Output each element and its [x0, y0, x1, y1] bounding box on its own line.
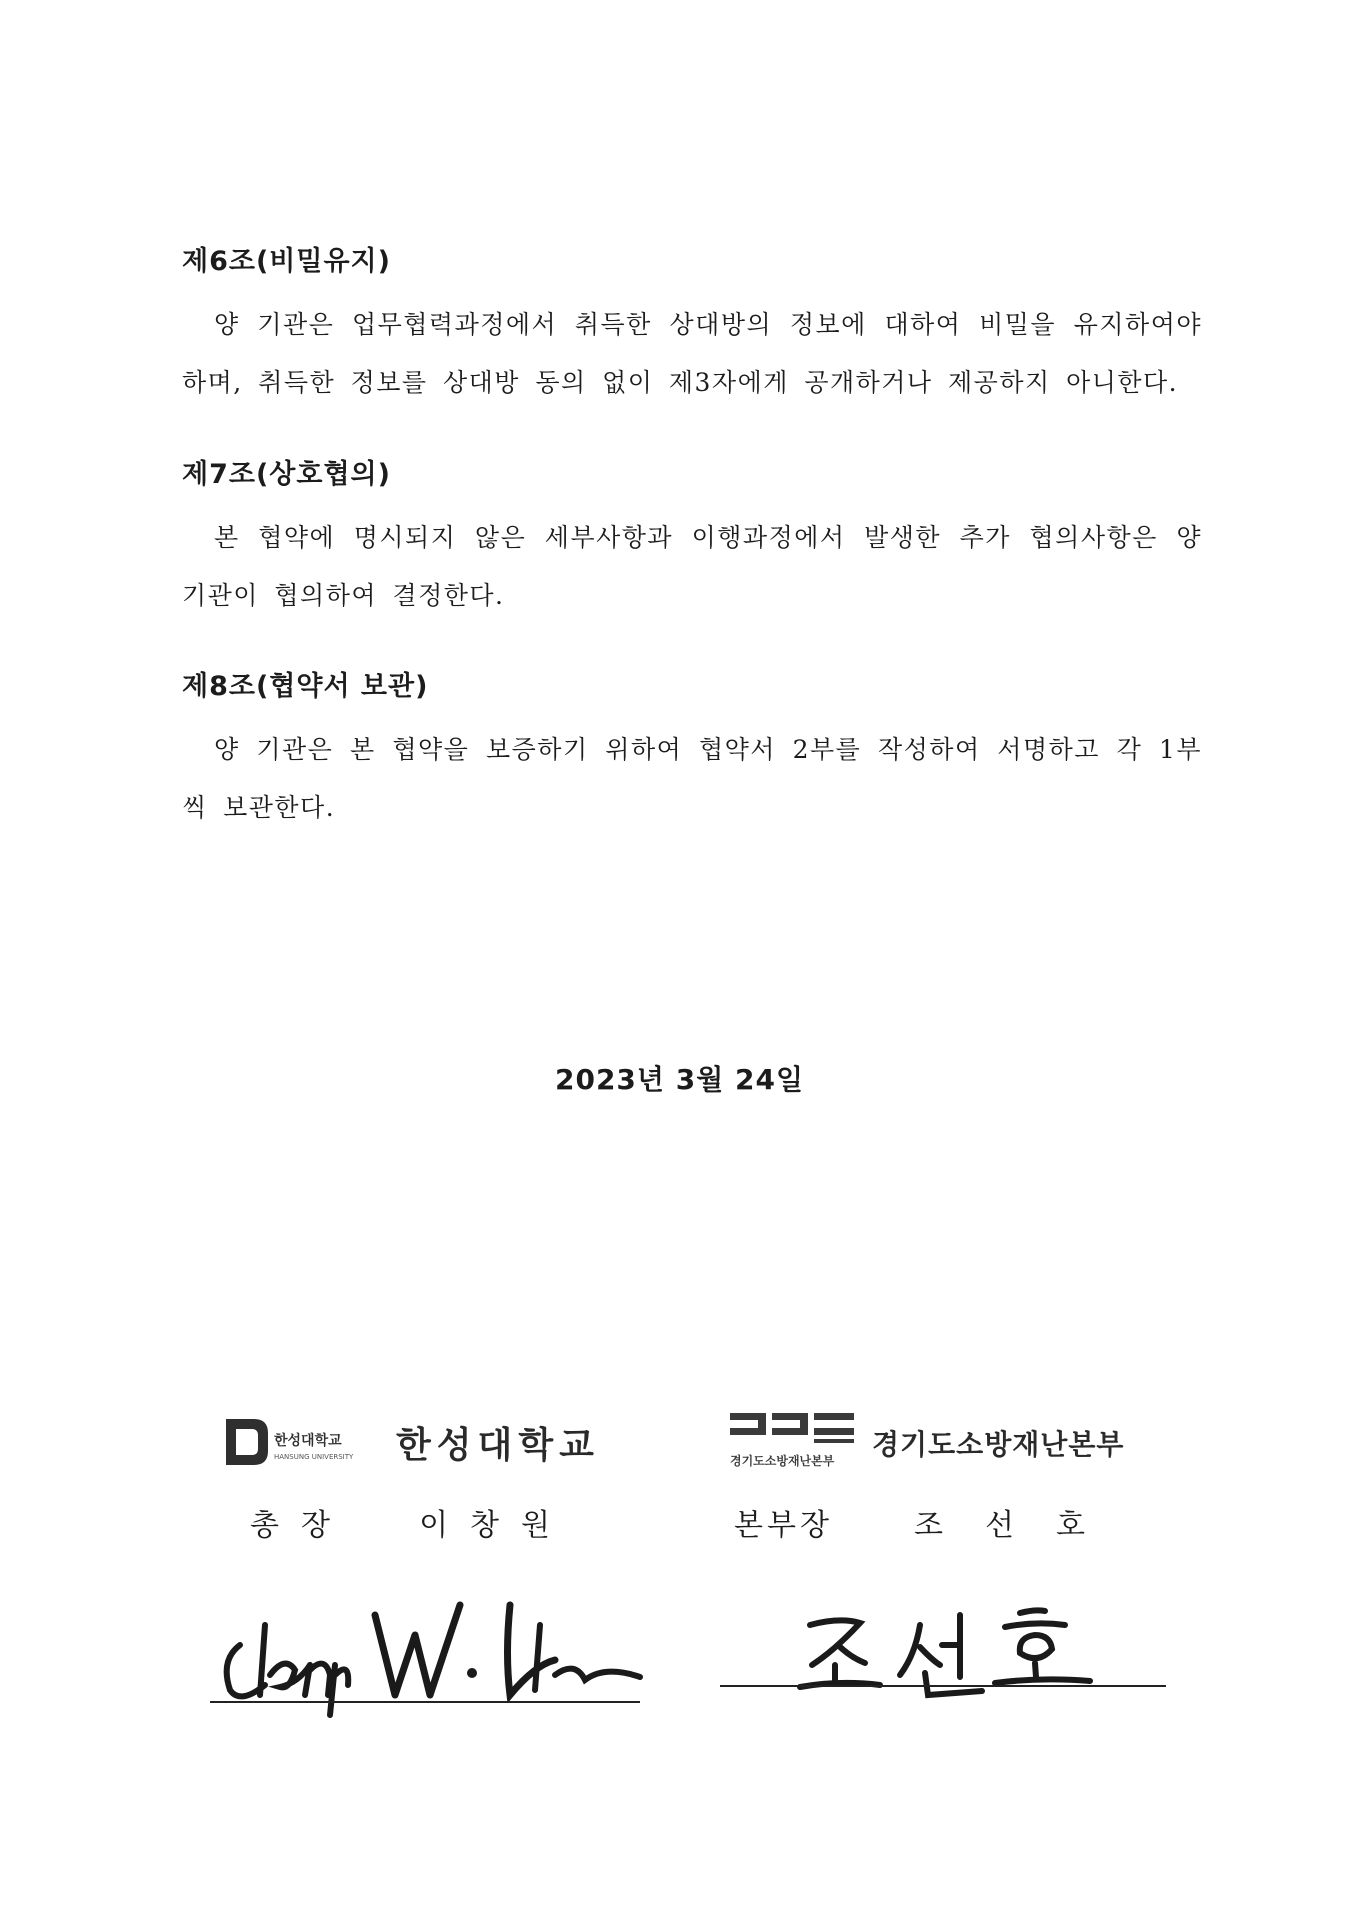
article-6-title: 제6조(비밀유지): [182, 246, 391, 277]
article-8-title: 제8조(협약서 보관): [182, 671, 429, 702]
hansung-logo-icon: [224, 1413, 374, 1473]
party-gyeonggi-fire: [720, 1405, 1180, 1543]
hansung-signature-line: [210, 1701, 640, 1703]
party-hansung: [210, 1405, 670, 1543]
article-7-body: 본 협약에 명시되지 않은 세부사항과 이행과정에서 발생한 추가 협의사항은 양 기관이 협의하여 결정한다.: [182, 523, 1202, 610]
agreement-date: 2023년 3월 24일: [554, 1063, 805, 1096]
gyeonggi-org-name: 경기도소방재난본부: [872, 1428, 1125, 1461]
article-6-body: 양 기관은 업무협력과정에서 취득한 상대방의 정보에 대하여 비밀을 유지하여야 하며, 취득한 정보를 상대방 동의 없이 제3자에게 공개하거나 제공하지 아니한다.: [182, 310, 1202, 397]
gyeonggi-logo-block: [720, 1405, 1180, 1475]
article-7: [182, 455, 1202, 625]
article-6: [182, 242, 1202, 412]
hansung-org-name: 한성대학교: [396, 1425, 600, 1466]
article-8-body: 양 기관은 본 협약을 보증하기 위하여 협약서 2부를 작성하여 서명하고 각 1부씩 보관한다.: [182, 735, 1202, 822]
article-7-title: 제7조(상호협의): [182, 459, 391, 490]
gyeonggi-signature-image: [720, 1565, 1180, 1725]
hansung-signatory: [250, 1500, 572, 1544]
gyeonggi-signatory: [734, 1500, 1127, 1544]
svg-text:경기도소방재난본부: 경기도소방재난본부: [730, 1454, 835, 1468]
hansung-logo-block: [210, 1405, 670, 1475]
hansung-role-title: 총장: [250, 1508, 352, 1543]
gyeonggi-signature-line: [720, 1685, 1166, 1687]
svg-text:한성대학교: 한성대학교: [274, 1433, 342, 1449]
gyeonggi-person-name: 조선호: [914, 1508, 1127, 1543]
article-8: [182, 667, 1202, 837]
gyeonggi-fire-logo-icon: [728, 1409, 858, 1473]
hansung-person-name: 이창원: [419, 1508, 573, 1543]
gyeonggi-role-title: 본부장: [734, 1508, 833, 1543]
svg-text:HANSUNG UNIVERSITY: HANSUNG UNIVERSITY: [274, 1453, 354, 1461]
gyeonggi-signature: [720, 1565, 1180, 1725]
